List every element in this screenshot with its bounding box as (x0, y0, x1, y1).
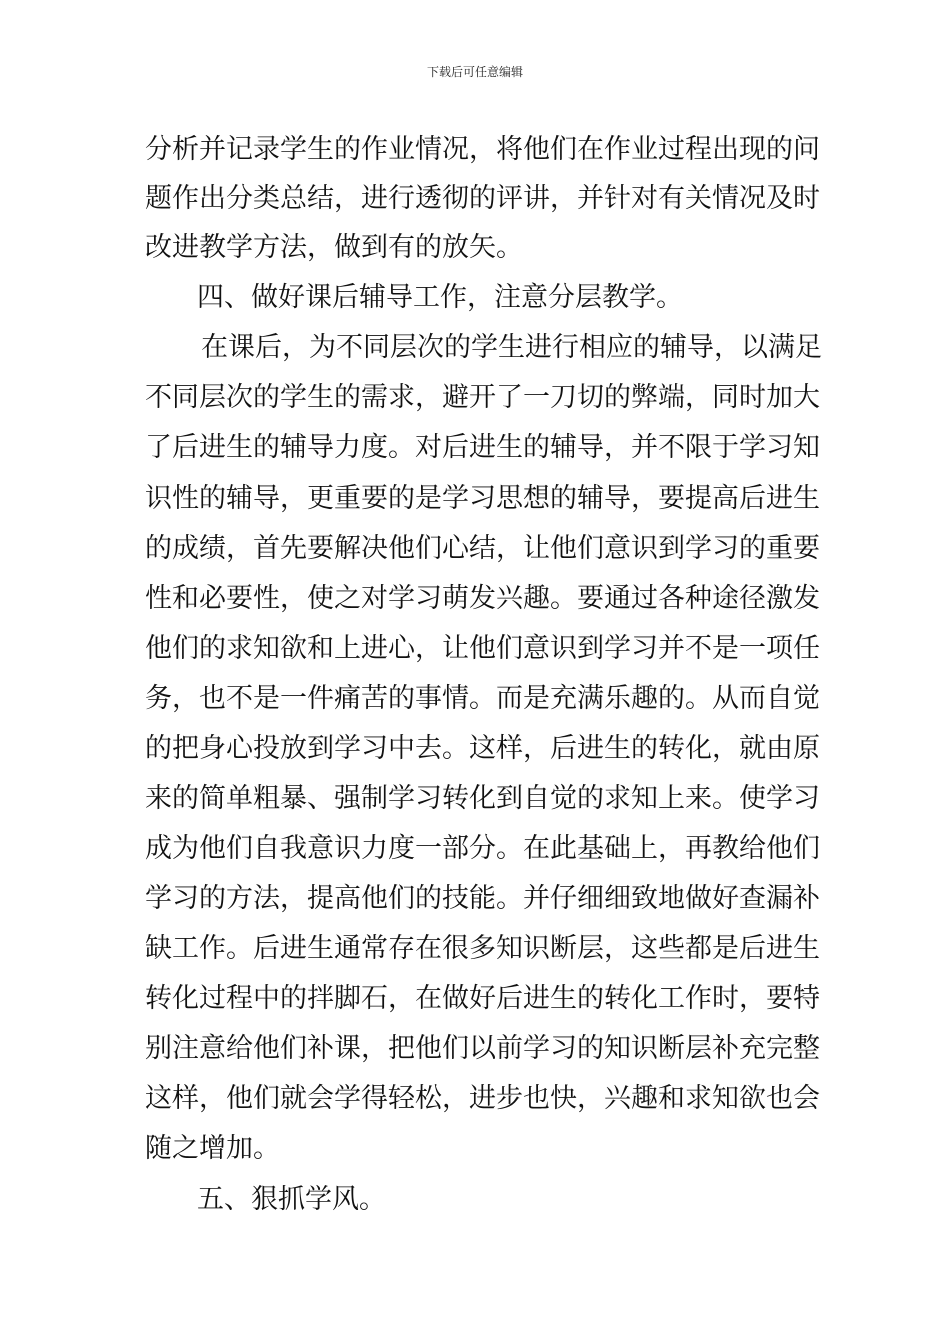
text-line: 了后进生的辅导力度。对后进生的辅导，并不限于学习知 (145, 432, 820, 463)
text-line: 转化过程中的拌脚石，在做好后进生的转化工作时，要特 (145, 983, 820, 1014)
text-line: 别注意给他们补课，把他们以前学习的知识断层补充完整 (145, 1033, 820, 1064)
text-line: 务，也不是一件痛苦的事情。而是充满乐趣的。从而自觉 (145, 683, 820, 714)
section-heading: 四、做好课后辅导工作，注意分层教学。 (197, 282, 683, 313)
section-heading: 五、狠抓学风。 (197, 1184, 386, 1215)
text-line: 的成绩，首先要解决他们心结，让他们意识到学习的重要 (145, 533, 820, 564)
text-line: 学习的方法，提高他们的技能。并仔细细致地做好查漏补 (145, 883, 820, 914)
text-line: 成为他们自我意识力度一部分。在此基础上，再教给他们 (145, 833, 820, 864)
text-line: 随之增加。 (145, 1133, 280, 1164)
text-line: 性和必要性，使之对学习萌发兴趣。要通过各种途径激发 (145, 583, 820, 614)
text-line: 识性的辅导，更重要的是学习思想的辅导，要提高后进生 (145, 483, 820, 514)
text-line: 题作出分类总结，进行透彻的评讲，并针对有关情况及时 (145, 183, 820, 214)
text-line: 这样，他们就会学得轻松，进步也快，兴趣和求知欲也会 (145, 1083, 820, 1114)
text-line: 的把身心投放到学习中去。这样，后进生的转化，就由原 (145, 733, 820, 764)
text-line: 他们的求知欲和上进心，让他们意识到学习并不是一项任 (145, 633, 820, 664)
text-line: 不同层次的学生的需求，避开了一刀切的弊端，同时加大 (145, 382, 820, 413)
page-header: 下载后可任意编辑 (426, 65, 523, 79)
text-line: 在课后，为不同层次的学生进行相应的辅导，以满足 (201, 332, 822, 363)
text-line: 改进教学方法，做到有的放矢。 (145, 232, 523, 263)
text-line: 来的简单粗暴、强制学习转化到自觉的求知上来。使学习 (145, 783, 820, 814)
text-line: 分析并记录学生的作业情况，将他们在作业过程出现的问 (145, 134, 820, 165)
text-line: 缺工作。后进生通常存在很多知识断层，这些都是后进生 (145, 933, 820, 964)
